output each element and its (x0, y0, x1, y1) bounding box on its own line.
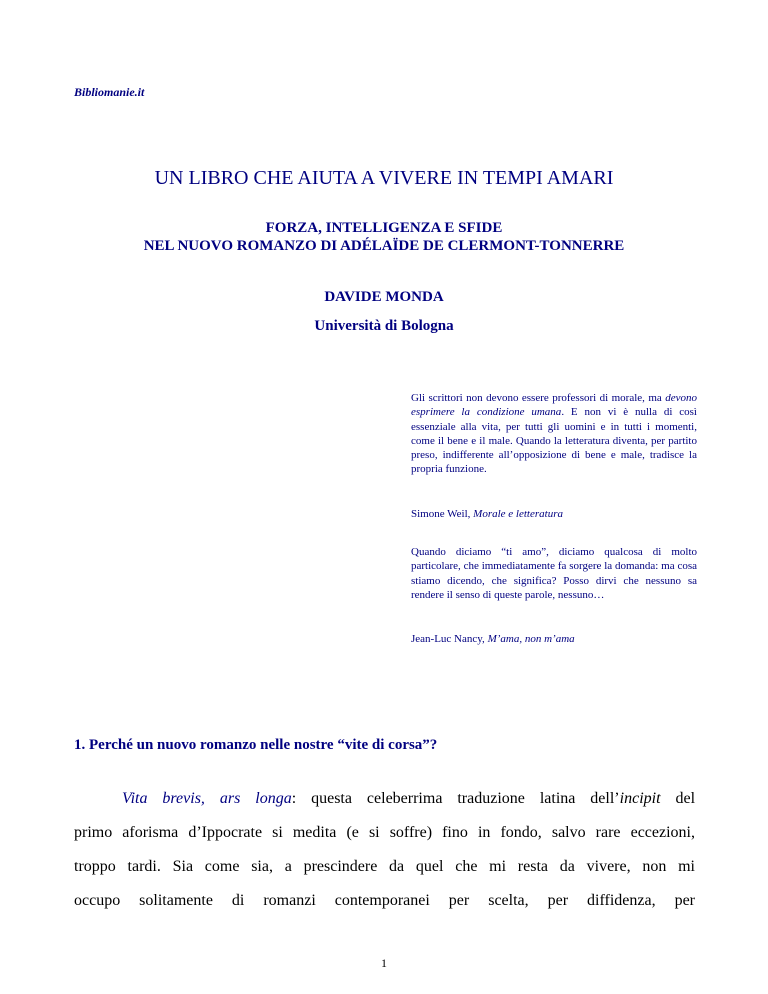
paragraph-line: troppo tardi. Sia come sia, a prescindere da quel che mi resta da vivere, non mi (74, 858, 695, 875)
paragraph-line: Vita brevis, ars longa: questa celeberrima traduzione latina dell’incipit del (122, 790, 696, 807)
epigraph-weil (411, 391, 697, 477)
subtitle-line-2: NEL NUOVO ROMANZO DI ADÉLAÏDE DE CLERMONT-TONNERRE (143, 238, 625, 254)
author-name: DAVIDE MONDA (324, 289, 444, 305)
epigraph-text: Quando diciamo “ti amo”, diciamo qualcosa di molto particolare, che immediatamente fa sorgere la domanda: ma cosa stiamo dicendo, che significa? Posso dirvi che nessuno sa rendere il senso di queste parole, nessuno… (411, 546, 697, 601)
body-paragraph (74, 782, 695, 918)
site-name: Bibliomanie.it (74, 85, 145, 99)
epigraph-text: Gli scrittori non devono essere professori di morale, ma devono esprimere la condizione umana. E non vi è nulla di così essenziale alla vita, per tutti gli uomini e in tutti i momenti, come il bene e il male. Quando la letteratura diventa, per partito preso, indifferente all’opposizione di bene e male, tradisce la propria funzione. (411, 392, 697, 476)
epigraph-source-nancy: Jean-Luc Nancy, M’ama, non m’ama (411, 633, 575, 645)
section-heading: 1. Perché un nuovo romanzo nelle nostre “vite di corsa”? (74, 737, 438, 753)
page-number: 1 (381, 956, 387, 970)
author-affiliation: Università di Bologna (314, 318, 454, 334)
article-title: UN LIBRO CHE AIUTA A VIVERE IN TEMPI AMARI (154, 167, 614, 189)
article-subtitle (0, 219, 768, 255)
paragraph-line: occupo solitamente di romanzi contemporanei per scelta, per diffidenza, per (74, 892, 695, 909)
paragraph-line: primo aforisma d’Ippocrate si medita (e si soffre) fino in fondo, salvo rare eccezioni, (74, 824, 695, 841)
subtitle-line-1: FORZA, INTELLIGENZA E SFIDE (265, 220, 503, 236)
epigraph-nancy (411, 545, 697, 602)
epigraph-source-weil: Simone Weil, Morale e letteratura (411, 508, 563, 520)
